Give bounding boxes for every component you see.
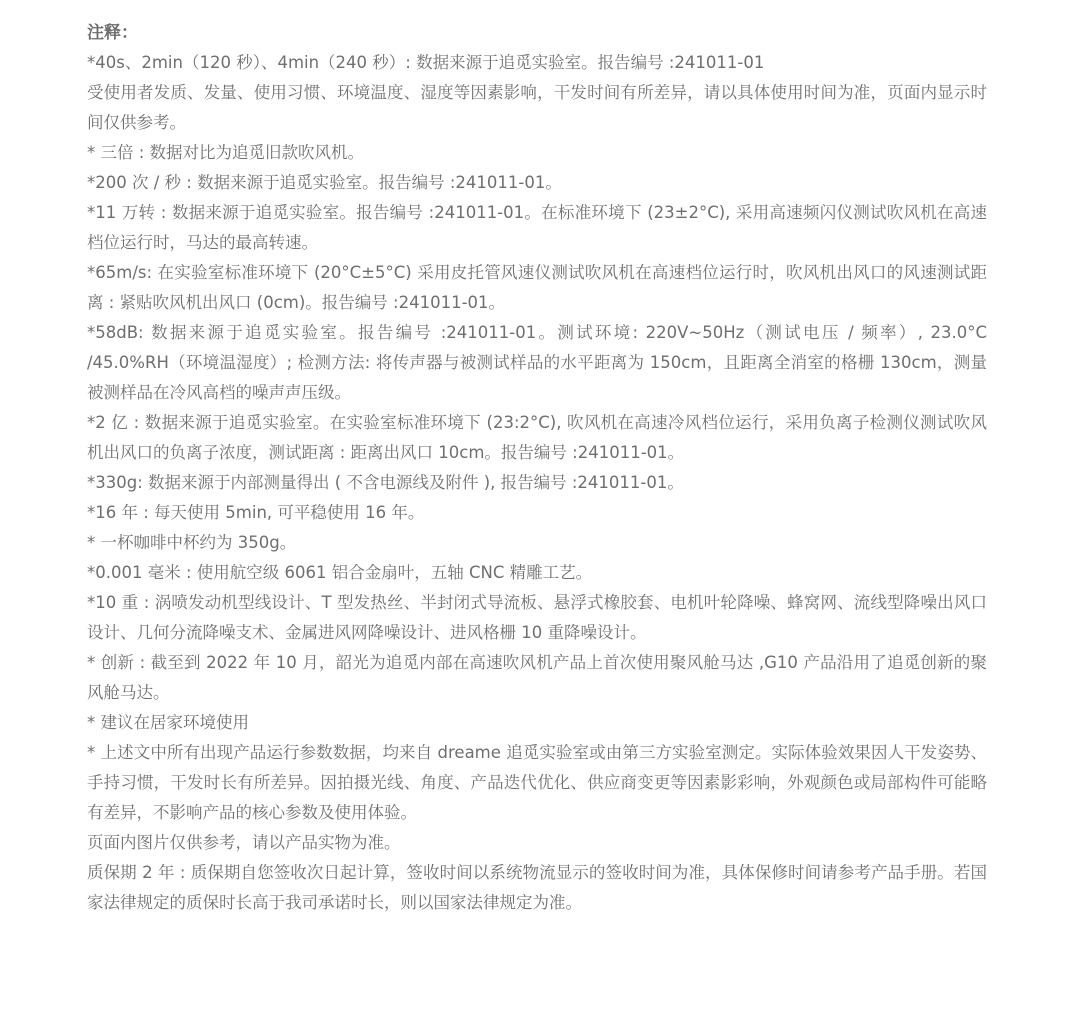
- note-65ms-wind-speed: *65m/s: 在实验室标准环境下 (20°C±5°C) 采用皮托管风速仪测试吹风机在高速档位运行时，吹风机出风口的风速测试距离 : 紧贴吹风机出风口 (0cm)。报告编号 :241011-01。: [87, 263, 987, 312]
- notes-section: [87, 18, 987, 918]
- note-58db-noise: *58dB: 数据来源于追觅实验室。报告编号 :241011-01。测试环境: 220V~50Hz（测试电压 / 频率）, 23.0°C /45.0%RH（环境温湿度）; 检测方法: 将传声器与被测试样品的水平距离为 150cm，且距离全消室的格栅 130cm，测量被测样品在冷风高档的噪声声压级。: [87, 323, 987, 402]
- note-coffee-cup: * 一杯咖啡中杯约为 350g。: [87, 533, 297, 552]
- note-innovation: * 创新 : 截至到 2022 年 10 月，韶光为追觅内部在高速吹风机产品上首次使用聚风舱马达 ,G10 产品沿用了追觅创新的聚风舱马达。: [87, 653, 987, 702]
- note-16-years: *16 年 : 每天使用 5min, 可平稳使用 16 年。: [87, 503, 425, 522]
- note-three-times: * 三倍 : 数据对比为追觅旧款吹风机。: [87, 143, 365, 162]
- note-200m-negative-ions: *2 亿 : 数据来源于追觅实验室。在实验室标准环境下 (23:2°C), 吹风机在高速冷风档位运行，采用负离子检测仪测试吹风机出风口的负离子浓度，测试距离 : 距离出风口 10cm。报告编号 :241011-01。: [87, 413, 987, 462]
- note-200-per-second: *200 次 / 秒 : 数据来源于追觅实验室。报告编号 :241011-01。: [87, 173, 562, 192]
- notes-list: [87, 48, 987, 918]
- note-0001mm-fan-blade: *0.001 毫米 : 使用航空级 6061 铝合金扇叶，五轴 CNC 精雕工艺。: [87, 563, 593, 582]
- note-40s-2min-4min: *40s、2min（120 秒）、4min（240 秒）: 数据来源于追觅实验室。报告编号 :241011-01: [87, 53, 765, 72]
- note-home-use: * 建议在居家环境使用: [87, 713, 249, 732]
- notes-heading: 注释：: [87, 23, 138, 43]
- note-drying-time-disclaimer: 受使用者发质、发量、使用习惯、环境温度、湿度等因素影响，干发时间有所差异，请以具体使用时间为准，页面内显示时间仅供参考。: [87, 83, 987, 132]
- note-330g-weight: *330g: 数据来源于内部测量得出 ( 不含电源线及附件 ), 报告编号 :241011-01。: [87, 473, 684, 492]
- note-warranty: 质保期 2 年 : 质保期自您签收次日起计算，签收时间以系统物流显示的签收时间为准，具体保修时间请参考产品手册。若国家法律规定的质保时长高于我司承诺时长，则以国家法律规定为准。: [87, 863, 987, 912]
- note-10-layer-noise-reduction: *10 重 : 涡喷发动机型线设计、T 型发热丝、半封闭式导流板、悬浮式橡胶套、电机叶轮降噪、蜂窝网、流线型降噪出风口设计、几何分流降噪支术、金属进风网降噪设计、进风格栅 10 重降噪设计。: [87, 593, 987, 642]
- note-image-reference: 页面内图片仅供参考，请以产品实物为准。: [87, 833, 401, 852]
- note-parameter-disclaimer: * 上述文中所有出现产品运行参数数据，均来自 dreame 追觅实验室或由第三方实验室测定。实际体验效果因人干发姿势、手持习惯，干发时长有所差异。因拍摄光线、角度、产品迭代优化、供应商变更等因素影彩响，外观颜色或局部构件可能略有差异，不影响产品的核心参数及使用体验。: [87, 743, 987, 822]
- note-110k-rpm: *11 万转 : 数据来源于追觅实验室。报告编号 :241011-01。在标准环境下 (23±2°C), 采用高速频闪仪测试吹风机在高速档位运行时，马达的最高转速。: [87, 203, 987, 252]
